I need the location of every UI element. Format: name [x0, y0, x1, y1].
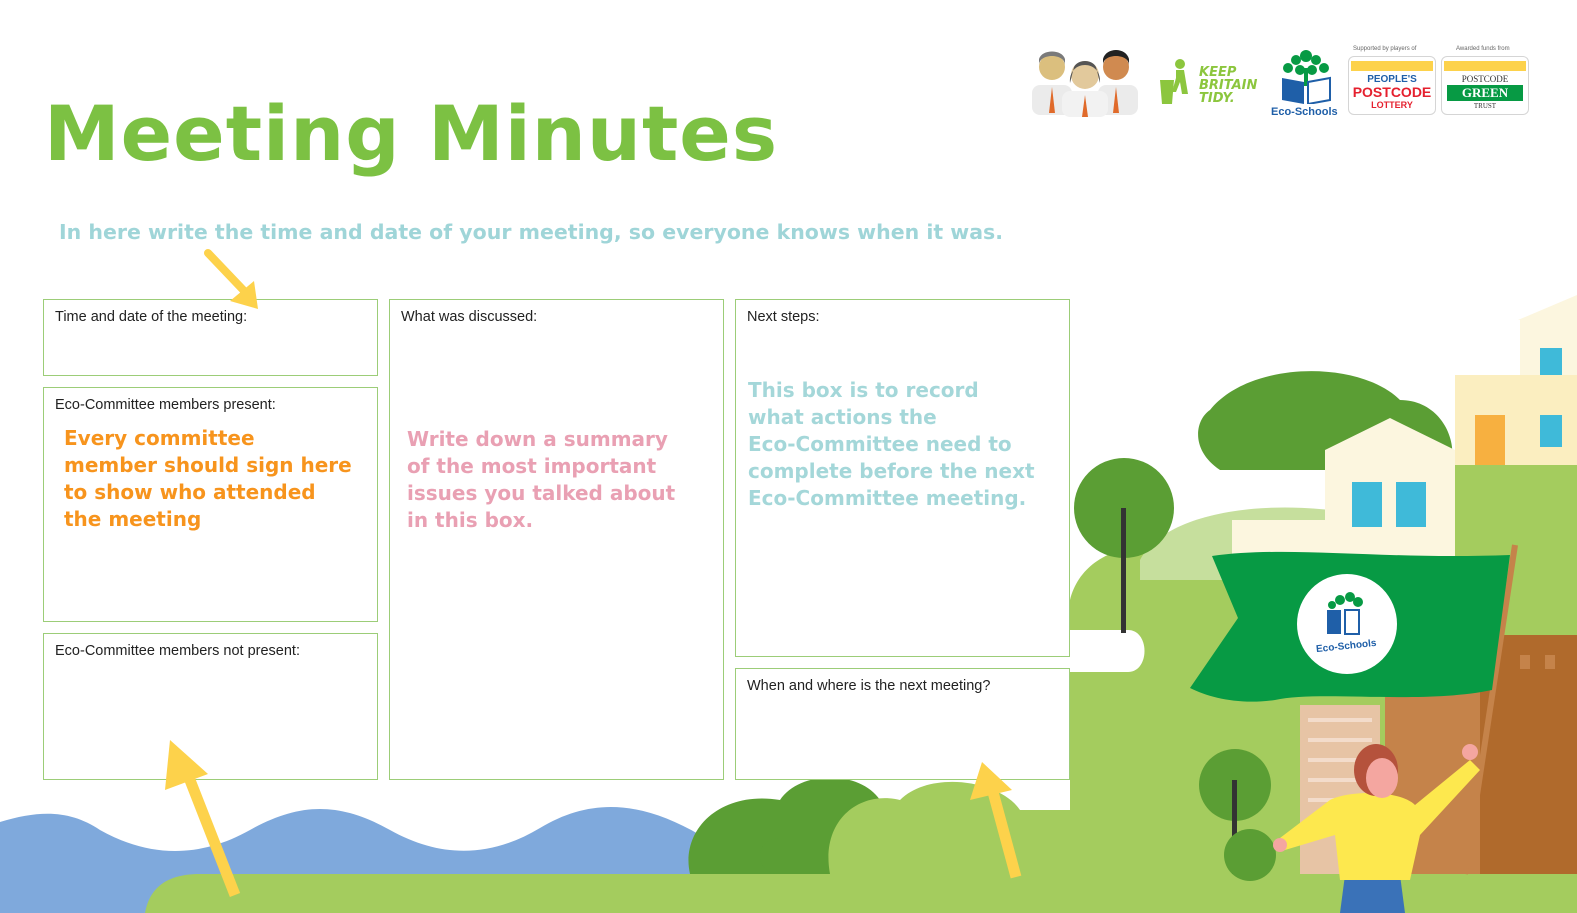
flag-label: Eco-Schools [1315, 637, 1377, 656]
postcode-green-trust-logo: Awarded funds from POSTCODE GREEN TRUST [1441, 56, 1529, 115]
litter-bin-icon [1158, 58, 1198, 108]
hint-time-date: In here write the time and date of your meeting, so everyone knows when it was. [59, 220, 1004, 244]
peoples-postcode-lottery-logo: Supported by players of PEOPLE'S POSTCODE LOTTERY [1348, 56, 1436, 115]
arrow-icon [968, 762, 1028, 882]
arrow-icon [200, 245, 270, 315]
box-next-steps[interactable] [735, 299, 1070, 657]
eco-schools-tree-icon [1278, 48, 1334, 104]
box-label-members-present: Eco-Committee members present: [55, 397, 276, 413]
committee-people-icon [1032, 45, 1138, 117]
note-members-present: Every committee member should sign here to show who attended the meeting [64, 426, 352, 531]
page-title: Meeting Minutes [44, 89, 779, 178]
box-discussed[interactable] [389, 299, 724, 780]
note-discussed: Write down a summary of the most important issues you talked about in this box. [407, 427, 676, 532]
box-label-next-meeting: When and where is the next meeting? [747, 678, 991, 694]
box-label-discussed: What was discussed: [401, 309, 538, 325]
person [1340, 875, 1405, 913]
eco-schools-logo-text: Eco-Schools [1271, 106, 1338, 118]
keep-britain-tidy-logo: KEEP BRITAIN TIDY. [1199, 65, 1258, 106]
box-label-members-not-present: Eco-Committee members not present: [55, 643, 300, 659]
arrow-icon [160, 740, 250, 900]
box-members-present[interactable] [43, 387, 378, 622]
note-next-steps: This box is to record what actions the Eco-Committee need to complete before the next Eco-Committee meeting. [748, 378, 1035, 510]
box-label-time-date: Time and date of the meeting: [55, 309, 248, 325]
box-label-next-steps: Next steps: [747, 309, 820, 325]
